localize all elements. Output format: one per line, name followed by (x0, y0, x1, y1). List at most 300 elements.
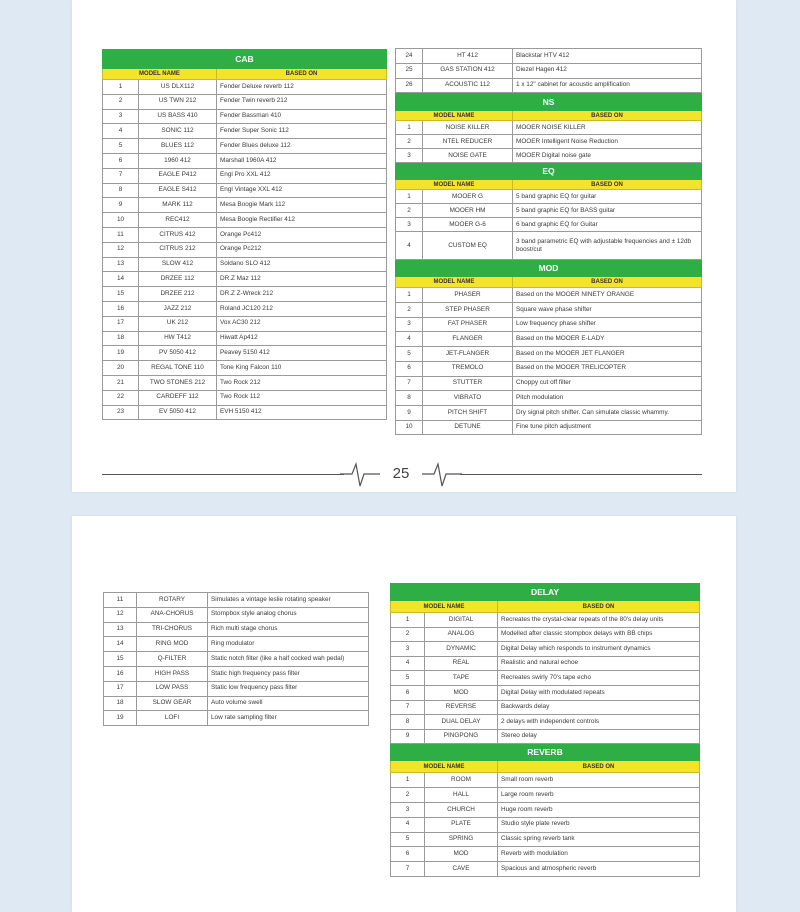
row-number: 6 (396, 361, 423, 376)
cab-title: CAB (103, 50, 387, 69)
reverb-row (391, 847, 700, 862)
based-on: Fender Bassman 410 (217, 109, 387, 124)
based-on: Fender Super Sonic 112 (217, 124, 387, 139)
model-name: TAPE (425, 671, 498, 686)
based-on: Tone King Falcon 110 (217, 361, 387, 376)
row-number: 11 (103, 227, 139, 242)
row-number: 5 (391, 671, 425, 686)
delay-row (391, 700, 700, 715)
cab-row (103, 168, 387, 183)
ns-col-based: BASED ON (513, 111, 702, 121)
based-on: DR.Z Z-Wreck 212 (217, 287, 387, 302)
based-on: Modelled after classic stompbox delays with BB chips (498, 627, 700, 642)
cab-row (103, 331, 387, 346)
based-on: Reverb with modulation (498, 847, 700, 862)
row-number: 9 (103, 198, 139, 213)
model-name: LOW PASS (137, 681, 208, 696)
cab-col-model: MODEL NAME (103, 69, 217, 80)
based-on: Auto volume swell (208, 696, 369, 711)
model-name: CUSTOM EQ (423, 232, 513, 260)
row-number: 23 (103, 405, 139, 420)
based-on: Mesa Boogie Mark 112 (217, 198, 387, 213)
reverb-row (391, 773, 700, 788)
reverb-row (391, 862, 700, 877)
cab-row (103, 153, 387, 168)
based-on: Recreates the crystal-clear repeats of the 80's delay units (498, 613, 700, 628)
reverb-col-model: MODEL NAME (391, 761, 498, 773)
model-name: DRZEE 112 (139, 272, 217, 287)
row-number: 3 (396, 149, 423, 163)
cab-row (103, 346, 387, 361)
model-name: CITRUS 412 (139, 227, 217, 242)
cab-col-based: BASED ON (217, 69, 387, 80)
model-name: HIGH PASS (137, 666, 208, 681)
row-number: 6 (391, 685, 425, 700)
cab-row (103, 301, 387, 316)
based-on: Engl Pro XXL 412 (217, 168, 387, 183)
model-name: MOOER G (423, 190, 513, 204)
heartbeat-left-icon (340, 462, 380, 488)
page-number: 25 (392, 465, 410, 482)
mod-row (396, 332, 702, 347)
model-name: MOD (425, 685, 498, 700)
model-name: RING MOD (137, 637, 208, 652)
based-on: Stompbox style analog chorus (208, 607, 369, 622)
model-name: Q-FILTER (137, 652, 208, 667)
cab-row (103, 183, 387, 198)
mod-row (396, 405, 702, 420)
model-name: VIBRATO (423, 391, 513, 406)
row-number: 1 (396, 288, 423, 303)
model-name: NTEL REDUCER (423, 135, 513, 149)
mod-row (104, 593, 369, 608)
model-name: DRZEE 212 (139, 287, 217, 302)
model-name: ACOUSTIC 112 (423, 78, 513, 93)
row-number: 15 (104, 652, 137, 667)
row-number: 18 (104, 696, 137, 711)
based-on: Rich multi stage chorus (208, 622, 369, 637)
based-on: Dry signal pitch shifter. Can simulate classic whammy. (513, 405, 702, 420)
cab-row (103, 109, 387, 124)
mod-row (396, 317, 702, 332)
row-number: 14 (104, 637, 137, 652)
row-number: 4 (391, 817, 425, 832)
model-name: JET-FLANGER (423, 347, 513, 362)
mod-row (396, 288, 702, 303)
cab-row (103, 198, 387, 213)
mod-row (104, 607, 369, 622)
based-on: Choppy cut off filter (513, 376, 702, 391)
model-name: PITCH SHIFT (423, 405, 513, 420)
row-number: 16 (103, 301, 139, 316)
based-on: Soldano SLO 412 (217, 257, 387, 272)
based-on: EVH 5150 412 (217, 405, 387, 420)
model-name: REVERSE (425, 700, 498, 715)
cab-row (103, 272, 387, 287)
heartbeat-right-icon (422, 462, 462, 488)
reverb-row (391, 802, 700, 817)
cab-row (103, 257, 387, 272)
delay-row (391, 642, 700, 657)
based-on: 6 band graphic EQ for Guitar (513, 218, 702, 232)
row-number: 7 (103, 168, 139, 183)
based-on: Digital Delay with modulated repeats (498, 685, 700, 700)
mod-cont-table (103, 592, 369, 726)
model-name: NOISE KILLER (423, 121, 513, 135)
reverb-row (391, 788, 700, 803)
row-number: 4 (103, 124, 139, 139)
delay-row (391, 627, 700, 642)
based-on: Based on the MOOER NINETY ORANGE (513, 288, 702, 303)
row-number: 14 (103, 272, 139, 287)
mod-col-based: BASED ON (513, 277, 702, 288)
delay-row (391, 715, 700, 730)
row-number: 10 (396, 420, 423, 435)
row-number: 15 (103, 287, 139, 302)
based-on: Vox AC30 212 (217, 316, 387, 331)
row-number: 4 (396, 332, 423, 347)
cab-row (103, 213, 387, 228)
mod-row (396, 361, 702, 376)
mod-row (104, 622, 369, 637)
ns-row (396, 135, 702, 149)
model-name: LOFI (137, 711, 208, 726)
row-number: 20 (103, 361, 139, 376)
based-on: Static high frequency pass filter (208, 666, 369, 681)
based-on: Spacious and atmospheric reverb (498, 862, 700, 877)
mod-row (104, 637, 369, 652)
row-number: 6 (391, 847, 425, 862)
mod-row (104, 652, 369, 667)
based-on: Orange Pc212 (217, 242, 387, 257)
row-number: 18 (103, 331, 139, 346)
row-number: 19 (104, 711, 137, 726)
mod-title: MOD (396, 260, 702, 277)
row-number: 1 (396, 121, 423, 135)
delay-row (391, 656, 700, 671)
model-name: ANALOG (425, 627, 498, 642)
row-number: 7 (391, 700, 425, 715)
delay-col-based: BASED ON (498, 601, 700, 613)
model-name: MOOER HM (423, 204, 513, 218)
model-name: 1960 412 (139, 153, 217, 168)
model-name: REGAL TONE 110 (139, 361, 217, 376)
row-number: 22 (103, 390, 139, 405)
cab-row (103, 242, 387, 257)
model-name: US TWN 212 (139, 94, 217, 109)
mod-row (396, 303, 702, 318)
mod-row (104, 666, 369, 681)
row-number: 5 (396, 347, 423, 362)
model-name: CARDEFF 112 (139, 390, 217, 405)
based-on: Studio style plate reverb (498, 817, 700, 832)
model-name: SLOW GEAR (137, 696, 208, 711)
row-number: 12 (104, 607, 137, 622)
row-number: 2 (103, 94, 139, 109)
model-name: EAGLE S412 (139, 183, 217, 198)
row-number: 7 (396, 376, 423, 391)
based-on: Fender Deluxe reverb 112 (217, 80, 387, 95)
model-name: ROTARY (137, 593, 208, 608)
based-on: Based on the MOOER JET FLANGER (513, 347, 702, 362)
model-name: EAGLE P412 (139, 168, 217, 183)
row-number: 1 (103, 80, 139, 95)
based-on: Diezel Hagen 412 (513, 63, 702, 78)
row-number: 3 (396, 317, 423, 332)
mod-row (396, 420, 702, 435)
model-name: PV 5050 412 (139, 346, 217, 361)
model-name: MOD (425, 847, 498, 862)
reverb-title: REVERB (391, 744, 700, 761)
row-number: 1 (391, 773, 425, 788)
cab-row (103, 316, 387, 331)
row-number: 5 (103, 139, 139, 154)
row-number: 9 (396, 405, 423, 420)
based-on: Based on the MOOER E-LADY (513, 332, 702, 347)
model-name: CHURCH (425, 802, 498, 817)
row-number: 1 (391, 613, 425, 628)
delay-title: DELAY (391, 584, 700, 601)
based-on: 5 band graphic EQ for guitar (513, 190, 702, 204)
model-name: MOOER G-6 (423, 218, 513, 232)
based-on: Two Rock 112 (217, 390, 387, 405)
based-on: Large room reverb (498, 788, 700, 803)
based-on: 5 band graphic EQ for BASS guitar (513, 204, 702, 218)
reverb-row (391, 832, 700, 847)
cab-row (103, 405, 387, 420)
mod-row (104, 696, 369, 711)
manual-page-25 (72, 0, 736, 492)
based-on: Realistic and natural echoe (498, 656, 700, 671)
based-on: 1 x 12" cabinet for acoustic amplification (513, 78, 702, 93)
row-number: 13 (104, 622, 137, 637)
cab-row (103, 94, 387, 109)
based-on: Recreates swirly 70's tape echo (498, 671, 700, 686)
cab-row (103, 124, 387, 139)
model-name: DETUNE (423, 420, 513, 435)
based-on: 2 delays with independent controls (498, 715, 700, 730)
model-name: TWO STONES 212 (139, 375, 217, 390)
row-number: 2 (396, 204, 423, 218)
model-name: FAT PHASER (423, 317, 513, 332)
row-number: 9 (391, 729, 425, 744)
delay-reverb-table (390, 583, 700, 877)
cab-row (103, 287, 387, 302)
cab-row (103, 390, 387, 405)
footer-rule-left (102, 474, 344, 475)
model-name: FLANGER (423, 332, 513, 347)
cab-row (103, 139, 387, 154)
eq-title: EQ (396, 163, 702, 180)
row-number: 2 (391, 627, 425, 642)
row-number: 26 (396, 78, 423, 93)
based-on: Square wave phase shifter (513, 303, 702, 318)
row-number: 8 (103, 183, 139, 198)
based-on: Hiwatt Ap412 (217, 331, 387, 346)
eq-row (396, 218, 702, 232)
based-on: Simulates a vintage leslie rotating speaker (208, 593, 369, 608)
model-name: US BASS 410 (139, 109, 217, 124)
model-name: REC412 (139, 213, 217, 228)
based-on: Blackstar HTV 412 (513, 49, 702, 64)
model-name: JAZZ 212 (139, 301, 217, 316)
mod-row (396, 391, 702, 406)
based-on: Classic spring reverb tank (498, 832, 700, 847)
model-name: CITRUS 212 (139, 242, 217, 257)
row-number: 2 (396, 135, 423, 149)
based-on: DR.Z Maz 112 (217, 272, 387, 287)
model-name: HW T412 (139, 331, 217, 346)
model-name: STEP PHASER (423, 303, 513, 318)
model-name: PLATE (425, 817, 498, 832)
row-number: 8 (391, 715, 425, 730)
model-name: CAVE (425, 862, 498, 877)
row-number: 17 (103, 316, 139, 331)
based-on: Fender Twin reverb 212 (217, 94, 387, 109)
page1-right-table (395, 48, 702, 435)
based-on: 3 band parametric EQ with adjustable frequencies and ± 12db boost/cut (513, 232, 702, 260)
row-number: 11 (104, 593, 137, 608)
delay-row (391, 671, 700, 686)
row-number: 17 (104, 681, 137, 696)
cab-row (396, 63, 702, 78)
model-name: ROOM (425, 773, 498, 788)
ns-col-model: MODEL NAME (396, 111, 513, 121)
row-number: 16 (104, 666, 137, 681)
cab-row (103, 361, 387, 376)
cab-row (396, 78, 702, 93)
based-on: Ring modulator (208, 637, 369, 652)
model-name: UK 212 (139, 316, 217, 331)
based-on: Mesa Boogie Rectifier 412 (217, 213, 387, 228)
based-on: Low rate sampling filter (208, 711, 369, 726)
model-name: SONIC 112 (139, 124, 217, 139)
based-on: Static notch filter (like a half cocked wah pedal) (208, 652, 369, 667)
based-on: Small room reverb (498, 773, 700, 788)
based-on: Huge room reverb (498, 802, 700, 817)
based-on: Backwards delay (498, 700, 700, 715)
row-number: 6 (103, 153, 139, 168)
mod-row (396, 347, 702, 362)
row-number: 4 (391, 656, 425, 671)
row-number: 10 (103, 213, 139, 228)
ns-row (396, 149, 702, 163)
row-number: 8 (396, 391, 423, 406)
based-on: Peavey 5150 412 (217, 346, 387, 361)
manual-page-26 (72, 516, 736, 912)
based-on: Static low frequency pass filter (208, 681, 369, 696)
eq-row (396, 190, 702, 204)
row-number: 19 (103, 346, 139, 361)
row-number: 1 (396, 190, 423, 204)
based-on: Fender Blues deluxe 112 (217, 139, 387, 154)
cab-row (103, 80, 387, 95)
model-name: TRI-CHORUS (137, 622, 208, 637)
row-number: 24 (396, 49, 423, 64)
model-name: BLUES 112 (139, 139, 217, 154)
based-on: Stereo delay (498, 729, 700, 744)
model-name: STUTTER (423, 376, 513, 391)
model-name: MARK 112 (139, 198, 217, 213)
based-on: Fine tune pitch adjustment (513, 420, 702, 435)
model-name: GAS STATION 412 (423, 63, 513, 78)
based-on: Orange Pc412 (217, 227, 387, 242)
cab-table (102, 49, 387, 420)
model-name: REAL (425, 656, 498, 671)
based-on: Based on the MOOER TRELICOPTER (513, 361, 702, 376)
row-number: 5 (391, 832, 425, 847)
eq-row (396, 204, 702, 218)
model-name: SLOW 412 (139, 257, 217, 272)
row-number: 3 (396, 218, 423, 232)
mod-row (104, 681, 369, 696)
model-name: HALL (425, 788, 498, 803)
based-on: Engl Vintage XXL 412 (217, 183, 387, 198)
based-on: MOOER Digital noise gate (513, 149, 702, 163)
footer-rule-right (460, 474, 702, 475)
model-name: PINGPONG (425, 729, 498, 744)
based-on: Marshall 1960A 412 (217, 153, 387, 168)
model-name: DUAL DELAY (425, 715, 498, 730)
based-on: Pitch modulation (513, 391, 702, 406)
model-name: EV 5050 412 (139, 405, 217, 420)
cab-row (103, 227, 387, 242)
delay-row (391, 729, 700, 744)
mod-col-model: MODEL NAME (396, 277, 513, 288)
model-name: NOISE GATE (423, 149, 513, 163)
ns-row (396, 121, 702, 135)
delay-row (391, 613, 700, 628)
model-name: TREMOLO (423, 361, 513, 376)
reverb-col-based: BASED ON (498, 761, 700, 773)
based-on: Roland JC120 212 (217, 301, 387, 316)
ns-title: NS (396, 93, 702, 111)
model-name: SPRING (425, 832, 498, 847)
eq-col-model: MODEL NAME (396, 180, 513, 190)
row-number: 3 (391, 642, 425, 657)
row-number: 4 (396, 232, 423, 260)
row-number: 25 (396, 63, 423, 78)
model-name: ANA-CHORUS (137, 607, 208, 622)
model-name: HT 412 (423, 49, 513, 64)
mod-row (104, 711, 369, 726)
cab-row (396, 49, 702, 64)
model-name: US DLX112 (139, 80, 217, 95)
row-number: 7 (391, 862, 425, 877)
based-on: Two Rock 212 (217, 375, 387, 390)
row-number: 3 (391, 802, 425, 817)
delay-row (391, 685, 700, 700)
row-number: 3 (103, 109, 139, 124)
delay-col-model: MODEL NAME (391, 601, 498, 613)
row-number: 12 (103, 242, 139, 257)
cab-row (103, 375, 387, 390)
row-number: 13 (103, 257, 139, 272)
eq-row (396, 232, 702, 260)
model-name: DIGITAL (425, 613, 498, 628)
based-on: Digital Delay which responds to instrument dynamics (498, 642, 700, 657)
row-number: 2 (396, 303, 423, 318)
mod-row (396, 376, 702, 391)
model-name: PHASER (423, 288, 513, 303)
row-number: 2 (391, 788, 425, 803)
row-number: 21 (103, 375, 139, 390)
reverb-row (391, 817, 700, 832)
eq-col-based: BASED ON (513, 180, 702, 190)
based-on: MOOER NOISE KILLER (513, 121, 702, 135)
based-on: Low frequency phase shifter (513, 317, 702, 332)
based-on: MOOER Intelligent Noise Reduction (513, 135, 702, 149)
